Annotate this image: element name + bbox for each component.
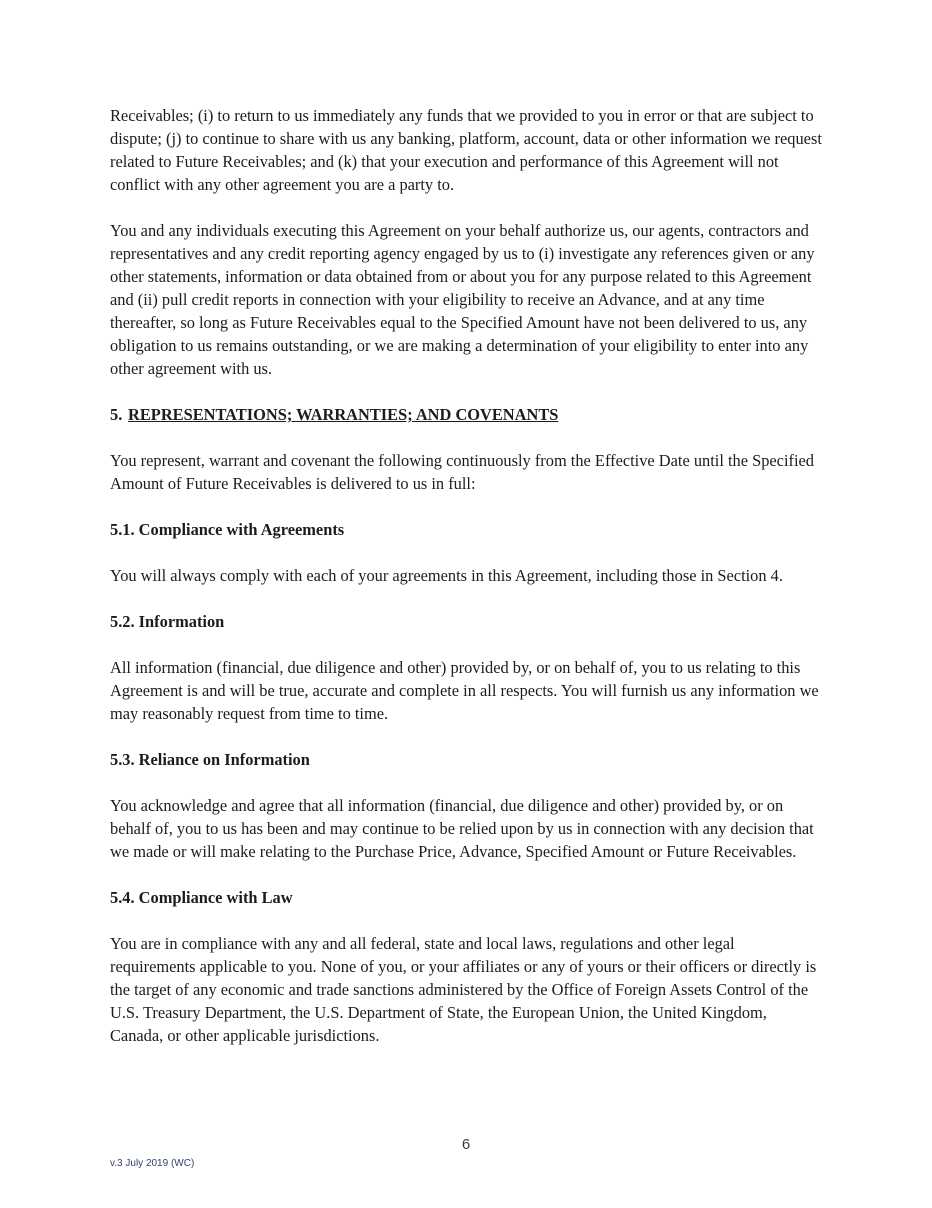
paragraph-represent-warrant: You represent, warrant and covenant the following continuously from the Effective Date until the Specified Amount of Future Receivables is delivered to us in full: — [110, 451, 814, 493]
version-note: v.3 July 2019 (WC) — [110, 1158, 195, 1169]
paragraph-authorization: You and any individuals executing this Agreement on your behalf authorize us, our agents, contractors and representatives and any credit reporting agency engaged by us to (i) investigate any references given or any other statements, information or data obtained from or about you for any purpose related to this Agreement and (ii) pull credit reports in connection with your eligibility to receive an Advance, and at any time thereafter, so long as Future Receivables equal to the Specified Amount have not been delivered to us, any obligation to us remains outstanding, or we are making a determination of your eligibility to enter into any other agreement with us. — [110, 221, 815, 378]
section-number: 5. — [110, 405, 123, 424]
paragraph-5-4-body: You are in compliance with any and all federal, state and local laws, regulations and other legal requirements applicable to you. None of you, or your affiliates or any of yours or their officers or directly is the target of any economic and trade sanctions administered by the Office of Foreign Assets Control of the U.S. Treasury Department, the U.S. Department of State, the European Union, the United Kingdom, Canada, or other applicable jurisdictions. — [110, 934, 817, 1045]
subheading-5-1: 5.1. Compliance with Agreements — [110, 520, 345, 539]
section-heading-5 — [110, 403, 824, 426]
page-number: 6 — [461, 1136, 471, 1153]
paragraph-5-1-body: You will always comply with each of your agreements in this Agreement, including those in Section 4. — [110, 566, 783, 585]
subheading-5-2: 5.2. Information — [110, 612, 225, 631]
document-content — [110, 104, 824, 1070]
section-title: REPRESENTATIONS; WARRANTIES; AND COVENANTS — [128, 405, 559, 424]
paragraph-receivables-continued: Receivables; (i) to return to us immediately any funds that we provided to you in error or that are subject to dispute; (j) to continue to share with us any banking, platform, account, data or other information we request related to Future Receivables; and (k) that your execution and performance of this Agreement will not conflict with any other agreement you are a party to. — [110, 106, 822, 194]
paragraph-5-3-body: You acknowledge and agree that all information (financial, due diligence and other) provided by, or on behalf of, you to us has been and may continue to be relied upon by us in connection with any decision that we made or will make relating to the Purchase Price, Advance, Specified Amount or Future Receivables. — [110, 796, 814, 861]
subheading-5-4: 5.4. Compliance with Law — [110, 888, 293, 907]
subheading-5-3: 5.3. Reliance on Information — [110, 750, 310, 769]
paragraph-5-2-body: All information (financial, due diligence and other) provided by, or on behalf of, you to us relating to this Agreement is and will be true, accurate and complete in all respects. You will furnish us any information we may reasonably request from time to time. — [110, 658, 819, 723]
